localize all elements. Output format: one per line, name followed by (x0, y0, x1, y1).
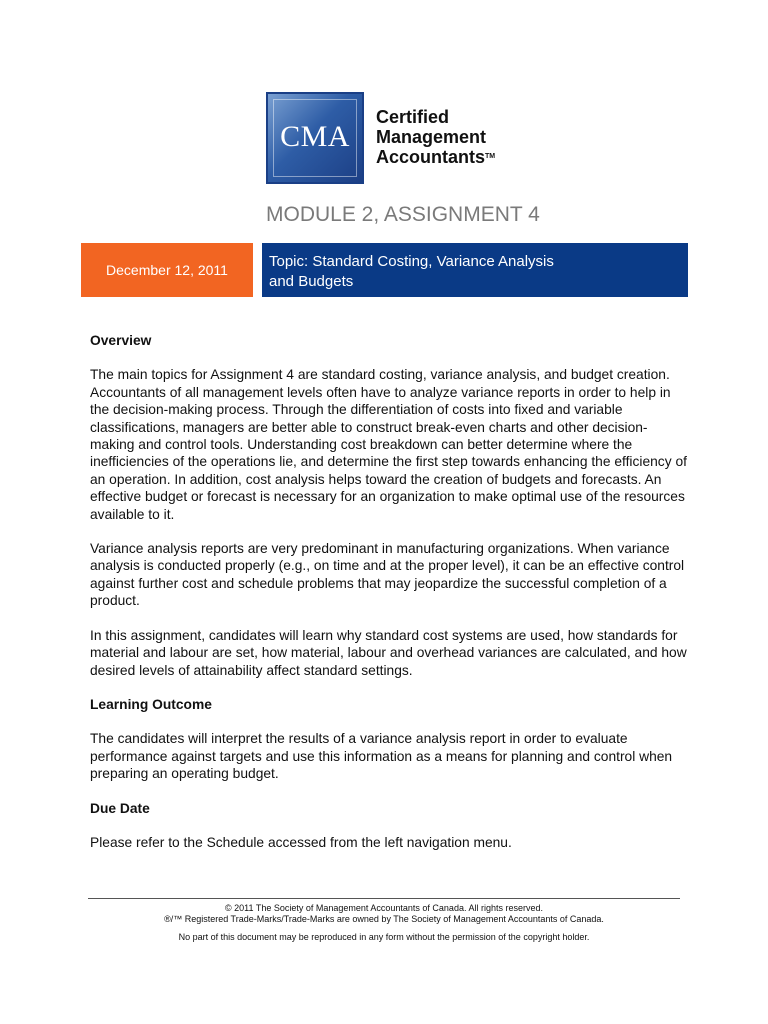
trademark-symbol: TM (485, 153, 496, 160)
topic-line-2: and Budgets (269, 273, 354, 290)
footer-copyright: © 2011 The Society of Management Accountants of Canada. All rights reserved. (225, 903, 543, 913)
document-body (90, 332, 690, 851)
footer-reproduction-notice: No part of this document may be reproduced in any form without the permission of the copyright holder. (178, 932, 590, 942)
topic-line-1: Topic: Standard Costing, Variance Analysis (269, 253, 554, 270)
logo-line-management: Management (376, 127, 487, 147)
due-date-heading: Due Date (90, 800, 150, 816)
footer (88, 903, 680, 943)
assignment-date: December 12, 2011 (106, 262, 228, 278)
logo-line-accountants (376, 147, 495, 167)
cma-logo-wordmark (376, 107, 495, 167)
cma-logo-badge (266, 92, 364, 184)
learning-outcome-text: The candidates will interpret the results of a variance analysis report in order to evaluate performance against targets and use this information as a means for planning and control when preparing an operating budget. (90, 731, 673, 782)
module-title: MODULE 2, ASSIGNMENT 4 (266, 203, 540, 226)
cma-logo-abbr: CMA (280, 120, 350, 153)
logo-line-certified: Certified (376, 107, 450, 127)
overview-paragraph-2: Variance analysis reports are very predominant in manufacturing organizations. When variance analysis is conducted properly (e.g., on time and at the proper level), it can be an effective control against further cost and schedule problems that may jeopardize the successful completion of a product. (90, 541, 685, 609)
date-banner (81, 243, 253, 297)
logo-accountants-text: Accountants (376, 147, 486, 167)
overview-heading: Overview (90, 333, 152, 348)
footer-divider (88, 898, 680, 899)
topic-banner (262, 243, 688, 297)
due-date-text: Please refer to the Schedule accessed from the left navigation menu. (90, 834, 512, 850)
overview-paragraph-1: The main topics for Assignment 4 are standard costing, variance analysis, and budget creation. Accountants of all management levels often have to analyze variance reports in order to help in the decision-making process. Through the differentiation of costs into fixed and variable classifications, managers are better able to construct break-even charts and other decision-making and control tools. Understanding cost breakdown can better determine where the inefficiencies of the operations lie, and determine the first step towards enhancing the efficiency of an operation. In addition, cost analysis helps toward the creation of budgets and forecasts. An effective budget or forecast is necessary for an organization to make optimal use of the resources available to it. (90, 367, 687, 522)
learning-outcome-heading: Learning Outcome (90, 696, 212, 712)
cma-logo (266, 92, 510, 184)
footer-trademarks: ®/™ Registered Trade-Marks/Trade-Marks are owned by The Society of Management Accountants of Canada. (164, 914, 604, 924)
overview-paragraph-3: In this assignment, candidates will learn why standard cost systems are used, how standards for material and labour are set, how material, labour and overhead variances are calculated, and how desired levels of attainability affect standard settings. (90, 627, 687, 678)
